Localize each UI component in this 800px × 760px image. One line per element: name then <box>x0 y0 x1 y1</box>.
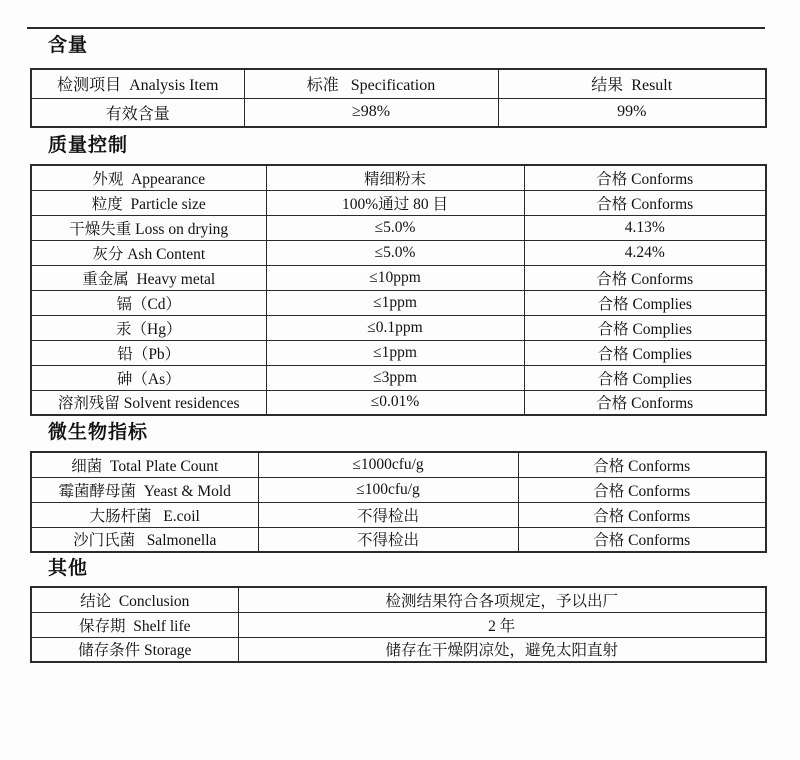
section-heading-other: 其他 <box>48 558 89 579</box>
table-row <box>31 612 766 637</box>
item-label-cell: 细菌 Total Plate Count <box>31 452 258 477</box>
item-label-cell: 沙门氏菌 Salmonella <box>31 527 258 552</box>
table-row <box>31 240 766 265</box>
item-label-cell: 粒度 Particle size <box>31 190 266 215</box>
item-label-cell: 溶剂残留 Solvent residences <box>31 390 266 415</box>
spec-cell: ≤1ppm <box>266 290 524 315</box>
table-row <box>31 215 766 240</box>
coa-document-page <box>0 27 800 760</box>
table-row <box>31 165 766 190</box>
table-header-row <box>31 69 766 98</box>
table-row <box>31 290 766 315</box>
microbiological-table <box>30 451 767 553</box>
table-row <box>31 365 766 390</box>
item-label-cell: 外观 Appearance <box>31 165 266 190</box>
result-cell: 4.13% <box>524 215 766 240</box>
table-row <box>31 587 766 612</box>
col-header-analysis-item: 检测项目 Analysis Item <box>31 69 244 98</box>
table-row <box>31 527 766 552</box>
result-cell: 合格 Conforms <box>518 502 766 527</box>
table-row <box>31 477 766 502</box>
item-label-cell: 储存条件 Storage <box>31 637 238 662</box>
table-row <box>31 390 766 415</box>
item-label-cell: 结论 Conclusion <box>31 587 238 612</box>
result-cell: 合格 Conforms <box>518 452 766 477</box>
spec-cell: ≤10ppm <box>266 265 524 290</box>
col-header-specification: 标准 Specification <box>244 69 498 98</box>
value-cell: 储存在干燥阴凉处，避免太阳直射 <box>238 637 766 662</box>
spec-cell: 100%通过 80 目 <box>266 190 524 215</box>
table-row <box>31 190 766 215</box>
result-cell: 合格 Conforms <box>524 190 766 215</box>
top-divider-rule <box>27 27 765 29</box>
spec-cell: ≤3ppm <box>266 365 524 390</box>
quality-control-table <box>30 164 767 416</box>
item-label-cell: 重金属 Heavy metal <box>31 265 266 290</box>
item-label-cell: 霉菌酵母菌 Yeast & Mold <box>31 477 258 502</box>
section-heading-content: 含量 <box>48 35 89 56</box>
table-row <box>31 340 766 365</box>
result-cell: 合格 Complies <box>524 365 766 390</box>
result-cell: 合格 Complies <box>524 290 766 315</box>
item-label-cell: 有效含量 <box>31 98 244 127</box>
item-label-cell: 大肠杆菌 E.coil <box>31 502 258 527</box>
spec-cell: 不得检出 <box>258 527 518 552</box>
content-table <box>30 68 767 128</box>
spec-cell: ≤1000cfu/g <box>258 452 518 477</box>
result-cell: 合格 Conforms <box>524 390 766 415</box>
col-header-result: 结果 Result <box>498 69 766 98</box>
spec-cell: ≤5.0% <box>266 240 524 265</box>
result-cell: 合格 Conforms <box>518 527 766 552</box>
spec-cell: ≤100cfu/g <box>258 477 518 502</box>
result-cell: 4.24% <box>524 240 766 265</box>
spec-cell: ≤0.1ppm <box>266 315 524 340</box>
table-row <box>31 315 766 340</box>
other-info-table <box>30 586 767 663</box>
result-cell: 合格 Complies <box>524 315 766 340</box>
section-heading-quality-control: 质量控制 <box>48 135 129 156</box>
spec-cell: ≥98% <box>244 98 498 127</box>
spec-cell: ≤5.0% <box>266 215 524 240</box>
spec-cell: ≤1ppm <box>266 340 524 365</box>
table-row <box>31 98 766 127</box>
result-cell: 合格 Conforms <box>524 265 766 290</box>
value-cell: 2 年 <box>238 612 766 637</box>
item-label-cell: 镉（Cd） <box>31 290 266 315</box>
item-label-cell: 灰分 Ash Content <box>31 240 266 265</box>
table-row <box>31 265 766 290</box>
item-label-cell: 砷（As） <box>31 365 266 390</box>
spec-cell: ≤0.01% <box>266 390 524 415</box>
spec-cell: 不得检出 <box>258 502 518 527</box>
table-row <box>31 637 766 662</box>
table-row <box>31 502 766 527</box>
result-cell: 合格 Complies <box>524 340 766 365</box>
section-heading-microbiological: 微生物指标 <box>48 422 149 443</box>
result-cell: 99% <box>498 98 766 127</box>
value-cell: 检测结果符合各项规定，予以出厂 <box>238 587 766 612</box>
result-cell: 合格 Conforms <box>518 477 766 502</box>
result-cell: 合格 Conforms <box>524 165 766 190</box>
table-row <box>31 452 766 477</box>
item-label-cell: 保存期 Shelf life <box>31 612 238 637</box>
item-label-cell: 干燥失重 Loss on drying <box>31 215 266 240</box>
spec-cell: 精细粉末 <box>266 165 524 190</box>
item-label-cell: 铅（Pb） <box>31 340 266 365</box>
item-label-cell: 汞（Hg） <box>31 315 266 340</box>
